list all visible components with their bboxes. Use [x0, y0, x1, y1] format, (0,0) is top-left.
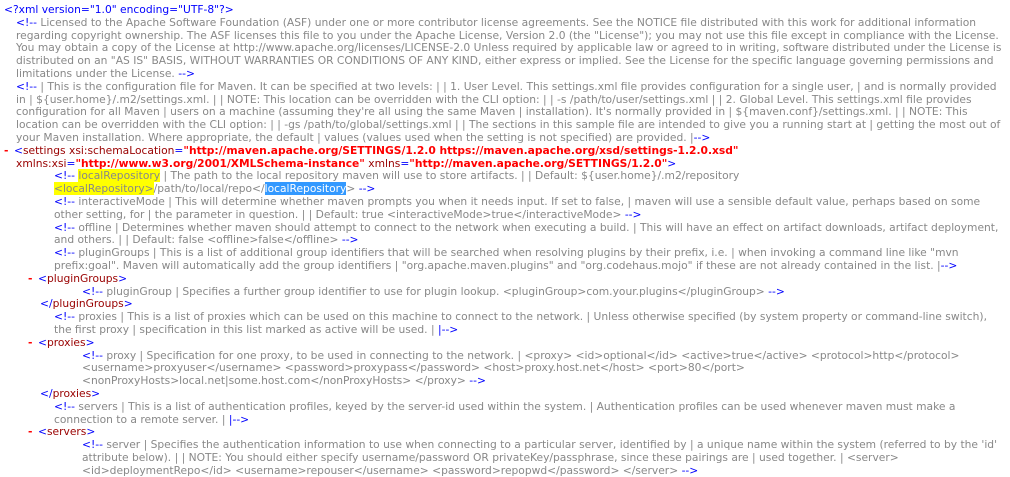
- plugin-group-comment: <!-- pluginGroup | Specifies a further group identifier to use for plugin lookup. <pluginGroup>com.your.plugins</pluginGroup> -->: [82, 284, 785, 298]
- settings-attr-schema-value: "http://maven.apache.org/SETTINGS/1.2.0 https://maven.apache.org/xsd/settings-1.2.0.xsd": [183, 143, 739, 157]
- settings-attr-xsi-value: "http://www.w3.org/2001/XMLSchema-instance": [75, 156, 365, 170]
- settings-attr-schema-name: xsi:schemaLocation: [69, 143, 175, 157]
- interactive-mode-comment: <!-- interactiveMode | This will determine whether maven prompts you when it needs input. If set to false, | maven will use a sensible default value, perhaps based on some other setting, for | the parameter in question. | | Default: true <interactiveMode>true</interactiveMode> -->: [54, 194, 981, 221]
- license-comment-text: Licensed to the Apache Software Foundation (ASF) under one or more contributor license agreements. See the NOTICE file distributed with this work for additional information regarding copyright ownership. The ASF licenses this file to you under the Apache License, Version 2.0 (the "License"); you may not use this file except in compliance with the License. You may obtain a copy of the License at http://www.apache.org/licenses/LICENSE-2.0 Unless required by applicable law or agreed to in writing, software distributed under the License is distributed on an "AS IS" BASIS, WITHOUT WARRANTIES OR CONDITIONS OF ANY KIND, either express or implied. See the License for the specific language governing permissions and limitations under the License.: [16, 15, 1002, 80]
- config-comment: <!-- | This is the configuration file for Maven. It can be specified at two levels: | | 1. User Level. This settings.xml file provides configuration for a single user, | and is normally provided in | ${user.home}/.m2/settings.xml. | | NOTE: This location can be overridden with the CLI option: | | -s /path/to/user/settings.xml | | 2. Global Level. This settings.xml file provides configuration for all Maven | users on a machine (assuming they're all using the same Maven | installation). It's normally provided in | ${maven.conf}/settings.xml. | | NOTE: This location can be overridden with the CLI option: | | -gs /path/to/global/settings.xml | | The sections in this sample file are intended to give you a running start at | getting the most out of your Maven installation. Where appropriate, the default | values (values used when the setting is not specified) are provided. |-->: [16, 79, 1001, 144]
- proxies-collapse-toggle[interactable]: -: [28, 335, 33, 349]
- settings-tag-name: settings: [22, 143, 66, 157]
- plugin-groups-open-tag: - <pluginGroups>: [28, 271, 128, 285]
- plugin-groups-collapse-toggle[interactable]: -: [28, 271, 33, 285]
- xml-declaration: <?xml version="1.0" encoding="UTF-8"?>: [4, 3, 234, 16]
- proxy-comment: <!-- proxy | Specification for one proxy, to be used in connecting to the network. | <proxy> <id>optional</id> <active>true</active> <protocol>http</protocol> <username>proxyuser</username> <password>proxypass</password> <host>proxy.host.net</host> <port>80</port> <nonProxyHosts>local.net|some.host.com</nonProxyHosts> </proxy> -->: [82, 348, 960, 388]
- settings-attr-xmlns-name: xmlns: [368, 156, 401, 170]
- plugin-groups-close-tag: </pluginGroups>: [40, 297, 133, 311]
- local-repository-open-highlight: <localRepository>: [54, 182, 154, 196]
- local-repository-selected: localRepository: [264, 182, 347, 196]
- plugin-groups-comment: <!-- pluginGroups | This is a list of additional group identifiers that will be searched when resolving plugins by their prefix, i.e. | when invoking a command line like "mvn prefix:goal". Maven will automatically add the group identifiers | "org.apache.maven.plugins" and "org.codehaus.mojo" if these are not already contained in the list. |-->: [54, 246, 959, 272]
- local-repository-comment: <!-- localRepository | The path to the local repository maven will use to store artifacts. | | Default: ${user.home}/.m2/repository <localRepository>/path/to/local/repo</localRepository> -->: [54, 169, 740, 196]
- settings-attr-xmlns-value: "http://maven.apache.org/SETTINGS/1.2.0": [409, 156, 668, 170]
- proxies-open-tag: - <proxies>: [28, 335, 95, 349]
- offline-comment: <!-- offline | Determines whether maven should attempt to connect to the network when executing a build. | This will have an effect on artifact downloads, artifact deployment, and others. | | Default: false <offline>false</offline> -->: [54, 220, 999, 247]
- license-comment: <!-- Licensed to the Apache Software Foundation (ASF) under one or more contributor license agreements. See the NOTICE file distributed with this work for additional information regarding copyright ownership. The ASF licenses this file to you under the Apache License, Version 2.0 (the "License"); you may not use this file except in compliance with the License. You may obtain a copy of the License at http://www.apache.org/licenses/LICENSE-2.0 Unless required by applicable law or agreed to in writing, software distributed under the License is distributed on an "AS IS" BASIS, WITHOUT WARRANTIES OR CONDITIONS OF ANY KIND, either express or implied. See the License for the specific language governing permissions and limitations under the License. -->: [16, 15, 1002, 80]
- servers-collapse-toggle[interactable]: -: [28, 425, 33, 439]
- proxies-comment: <!-- proxies | This is a list of proxies which can be used on this machine to connect to the network. | Unless otherwise specified (by system property or command-line switch), the first proxy | specification in this list marked as active will be used. | |-->: [54, 310, 987, 336]
- settings-open-tag: - <settings xsi:schemaLocation="http://maven.apache.org/SETTINGS/1.2.0 https://maven.apache.org/xsd/settings-1.2.0.xsd" xmlns:xsi="http://www.w3.org/2001/XMLSchema-instance" xmlns="http://maven.apache.org/SETTINGS/1.2.0">: [4, 143, 739, 170]
- server-comment: <!-- server | Specifies the authentication information to use when connecting to a particular server, identified by | a unique name within the system (referred to by the 'id' attribute below). | | NOTE: You should either specify username/password OR privateKey/passphrase, since these pairings are | used together. | <server> <id>deploymentRepo</id> <username>repouser</username> <password>repopwd</password> </server> -->: [82, 438, 998, 477]
- local-repository-highlight: localRepository: [78, 169, 161, 183]
- settings-collapse-toggle[interactable]: -: [4, 143, 9, 157]
- config-comment-text: | This is the configuration file for Maven. It can be specified at two levels: | | 1. User Level. This settings.xml file provides configuration for a single user, | and is normally provided in | ${user.home}/.m2/settings.xml. | | NOTE: This location can be overridden with the CLI option: | | -s /path/to/user/settings.xml | | 2. Global Level. This settings.xml file provides configuration for all Maven | users on a machine (assuming they're all using the same Maven | installation). It's normally provided in | ${maven.conf}/settings.xml. | | NOTE: This location can be overridden with the CLI option: | | -gs /path/to/global/settings.xml | | The sections in this sample file are intended to give you a running start at | getting the most out of your Maven installation. Where appropriate, the default | values (values used when the setting is not specified) are provided. |: [16, 79, 1001, 144]
- proxies-close-tag: </proxies>: [40, 386, 101, 400]
- servers-comment: <!-- servers | This is a list of authentication profiles, keyed by the server-id used within the system. | Authentication profiles can be used whenever maven must make a connection to a remote server. | |-->: [54, 399, 956, 426]
- settings-attr-xsi-name: xmlns:xsi: [16, 156, 67, 170]
- servers-open-tag: - <servers>: [28, 425, 96, 439]
